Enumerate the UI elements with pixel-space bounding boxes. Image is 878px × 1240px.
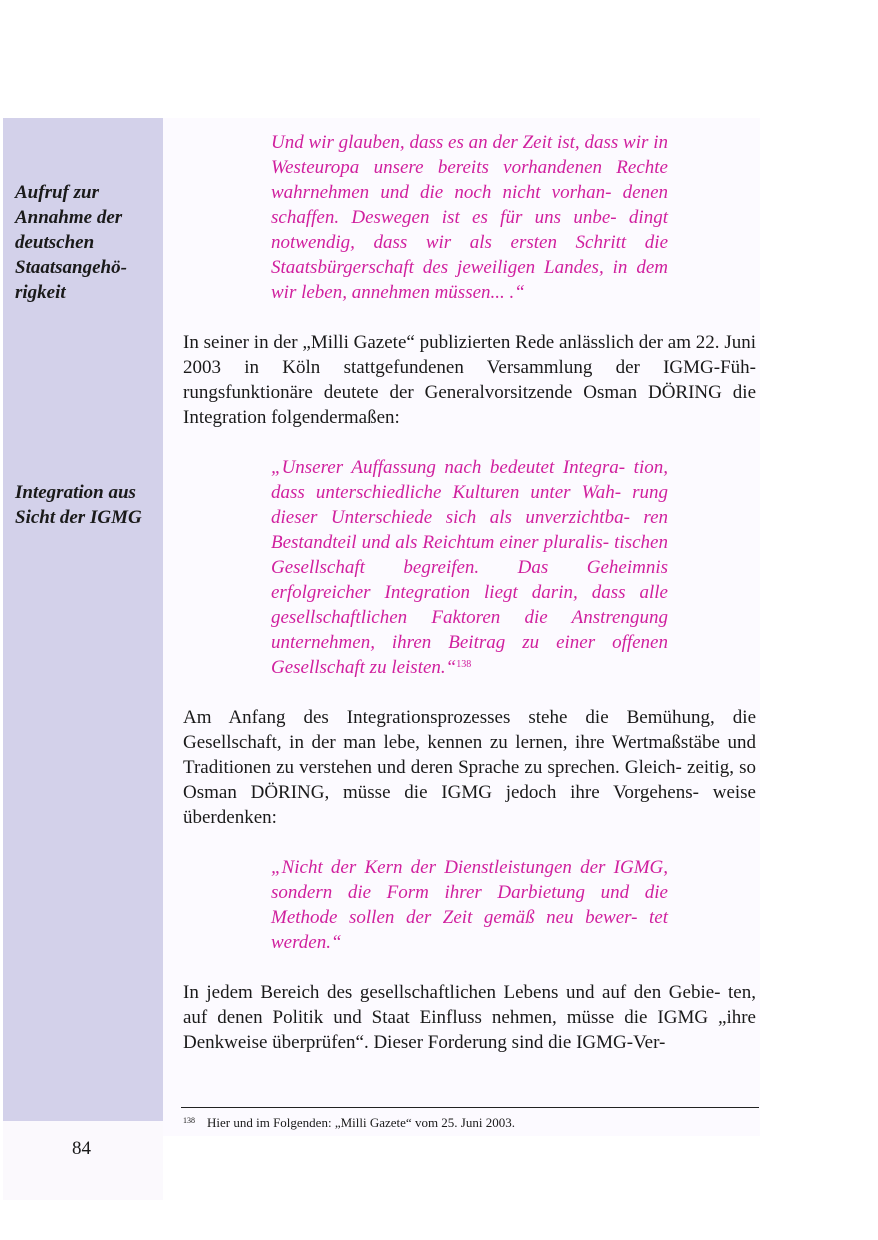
block-quote-1 — [271, 130, 668, 305]
sidebar-footer-area — [3, 1121, 163, 1200]
quote-text: „Nicht der Kern der Dienstleistungen der IGMG, sondern die Form ihrer Darbietung und die Methode sollen der Zeit gemäß neu bewer- tet werden.“ — [271, 857, 668, 953]
footnote-text: Hier und im Folgenden: „Milli Gazete“ vom 25. Juni 2003. — [207, 1115, 515, 1130]
margin-note-integration: Integration aus Sicht der IGMG — [15, 482, 142, 528]
paragraph-text: Am Anfang des Integrationsprozesses stehe die Bemühung, die Gesellschaft, in der man lebe, kennen zu lernen, ihre Wertmaßstäbe und Traditionen zu verstehen und deren Sprache zu sprechen. Gleich- zeitig, so Osman DÖRING, müsse die IGMG jedoch ihre Vorgehens- weise überdenken: — [183, 707, 756, 828]
block-quote-2 — [271, 455, 668, 680]
paragraph-3 — [183, 980, 756, 1055]
paragraph-1 — [183, 330, 756, 430]
quote-text — [271, 455, 668, 680]
paragraph-text: In seiner in der „Milli Gazete“ publizierten Rede anlässlich der am 22. Juni 2003 in Köln stattgefundenen Versammlung der IGMG-Füh- rungsfunktionäre deutete der Generalvorsitzende Osman DÖRING die Integration folgendermaßen: — [183, 332, 756, 428]
quote-text: Und wir glauben, dass es an der Zeit ist, dass wir in Westeuropa unsere bereits vorhandenen Rechte wahrnehmen und die noch nicht vorhan- denen schaffen. Deswegen ist es für uns unbe- dingt notwendig, dass wir als ersten Schritt die Staatsbürgerschaft des jeweiligen Landes, in dem wir leben, annehmen müssen... .“ — [271, 132, 668, 303]
margin-note-citizenship: Aufruf zur Annahme der deutschen Staatsangehö- rigkeit — [15, 182, 127, 303]
footnote — [183, 1112, 753, 1132]
footnote-number: 138 — [183, 1116, 195, 1125]
paragraph-2 — [183, 705, 756, 830]
quote-body: „Unserer Auffassung nach bedeutet Integra- tion, dass unterschiedliche Kulturen unter Wah- rung dieser Unterschiede sich als unverzichtba- ren Bestandteil und als Reichtum einer pluralis- tischen Gesellschaft begreifen. Das Geheimnis erfolgreicher Integration liegt darin, dass alle gesellschaftlichen Faktoren die Anstrengung unternehmen, ihren Beitrag zu einer offenen Gesellschaft zu leisten.“ — [271, 457, 668, 678]
block-quote-3 — [271, 855, 668, 955]
paragraph-text: In jedem Bereich des gesellschaftlichen Lebens und auf den Gebie- ten, auf denen Politik und Staat Einfluss nehmen, müsse die IGMG „ihre Denkweise überprüfen“. Dieser Forderung sind die IGMG-Ver- — [183, 982, 756, 1053]
page-number: 84 — [72, 1138, 91, 1159]
footnote-divider — [181, 1107, 759, 1108]
footnote-reference: 138 — [456, 659, 472, 670]
